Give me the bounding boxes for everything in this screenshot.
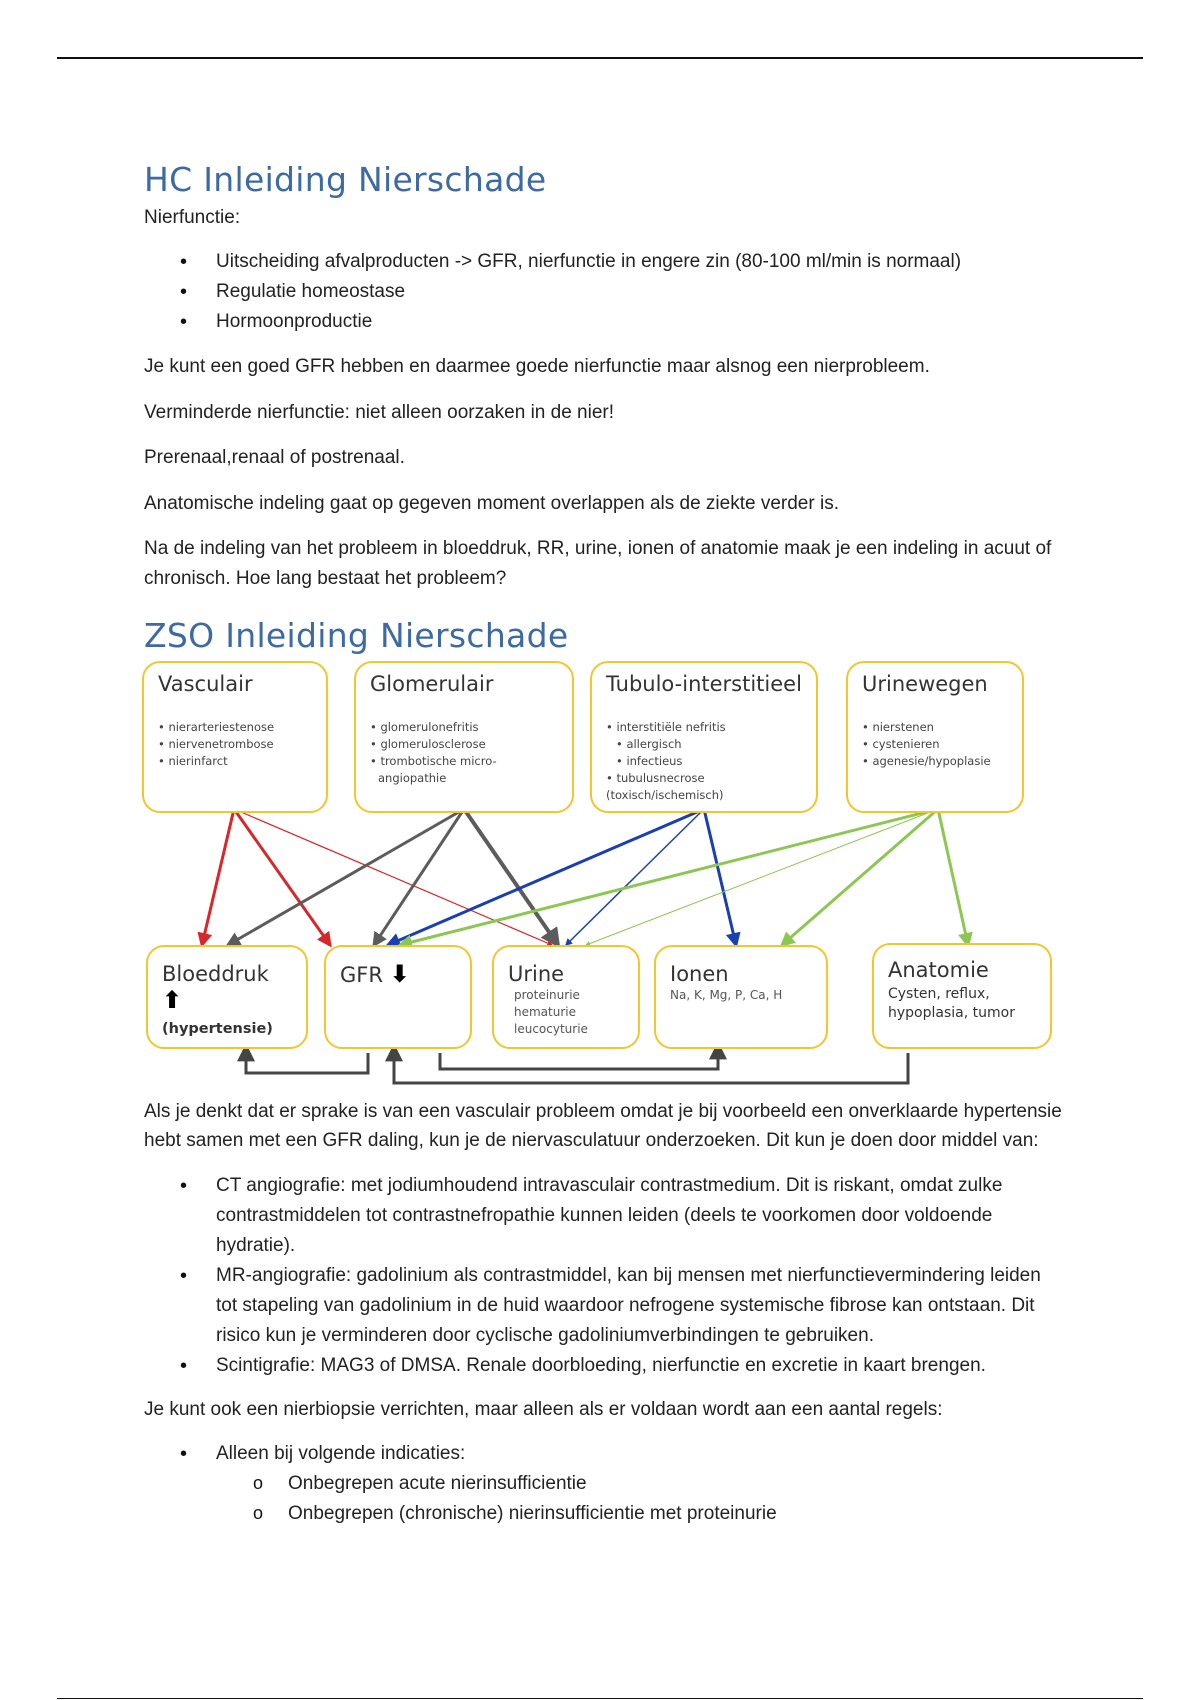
document-body: [144, 160, 1064, 1529]
paragraph: Prerenaal,renaal of postrenaal.: [144, 447, 405, 468]
cause-box-vasculair: [142, 661, 328, 813]
list-item: • niervenetrombose: [158, 737, 274, 751]
cause-title: Tubulo-interstitieel: [606, 672, 802, 696]
list-item: • interstitiële nefritis: [606, 720, 726, 734]
urine-item: proteinurie: [514, 988, 580, 1002]
effect-title-row: [340, 961, 456, 988]
paragraph: Verminderde nierfunctie: niet alleen oorzaken in de nier!: [144, 402, 615, 423]
header-rule: [57, 57, 1143, 59]
arrow-tubulo-ionen: [704, 809, 736, 945]
effect-box-anatomie: [872, 943, 1052, 1049]
effect-box-ionen: [654, 945, 828, 1049]
arrow-glomerulair-bloeddruk: [228, 809, 464, 945]
effect-box-gfr: [324, 945, 472, 1049]
arrow-tubulo-urine: [566, 809, 704, 945]
effect-sub: Cysten, reflux,: [888, 986, 990, 1002]
effect-title: GFR: [340, 963, 383, 987]
causes-effects-diagram: [142, 655, 1062, 1095]
effect-sub: hypoplasia, tumor: [888, 1005, 1015, 1021]
paragraph: Je kunt ook een nierbiopsie verrichten, maar alleen als er voldaan wordt aan een aantal regels:: [144, 1399, 943, 1420]
effect-sub: (hypertensie): [162, 1021, 273, 1037]
list-item: • tubulusnecrose: [606, 771, 705, 785]
nierfunctie-list: [144, 247, 1064, 337]
list-item: (toxisch/ischemisch): [606, 788, 724, 802]
effect-title: Bloeddruk: [162, 962, 269, 986]
arrow-down-icon: ⬇: [389, 960, 410, 988]
list-item: • trombotische micro-: [370, 754, 497, 768]
effect-title: Anatomie: [888, 958, 989, 982]
cause-title: Urinewegen: [862, 672, 988, 696]
list-item: o Onbegrepen acute nierinsufficientie: [144, 1469, 1064, 1499]
urine-item: leucocyturie: [514, 1022, 588, 1036]
intro-text: Nierfunctie:: [144, 207, 241, 228]
feedback-anatomie-gfr: [394, 1047, 908, 1083]
paragraph: Anatomische indeling gaat op gegeven moment overlappen als de ziekte verder is.: [144, 493, 839, 514]
effect-title: Ionen: [670, 962, 729, 986]
section-heading-hc: HC Inleiding Nierschade: [144, 160, 547, 199]
list-item: • allergisch: [616, 737, 682, 751]
arrow-up-icon: ⬆: [162, 986, 183, 1014]
list-item: • infectieus: [616, 754, 683, 768]
paragraph: Je kunt een goed GFR hebben en daarmee goede nierfunctie maar alsnog een nierprobleem.: [144, 356, 930, 377]
list-item: • nierstenen: [862, 720, 934, 734]
cause-box-tubulo-interstitieel: [590, 661, 818, 813]
list-item: • nierinfarct: [158, 754, 228, 768]
arrow-urinewegen-anatomie: [938, 809, 968, 945]
cause-title: Glomerulair: [370, 672, 494, 696]
paragraph: Als je denkt dat er sprake is van een vasculair probleem omdat je bij voorbeeld een onverklaarde hypertensie hebt samen met een GFR daling, kun je de niervasculatuur onderzoeken. Dit kun je doen door middel van:: [144, 1101, 1062, 1151]
list-item: • Alleen bij volgende indicaties:: [144, 1439, 1064, 1469]
effect-title-row: [162, 961, 292, 1014]
cause-list: [158, 719, 312, 770]
arrow-vasculair-bloeddruk: [202, 809, 234, 945]
list-item: angiopathie: [378, 771, 447, 785]
list-item: • MR-angiografie: gadolinium als contrastmiddel, kan bij mensen met nierfunctievermindering leiden tot stapeling van gadolinium in de huid waardoor nefrogene systemische fibrose kan ontstaan. Dit risico kun je verminderen door cyclische gadoliniumverbindingen te gebruiken.: [144, 1261, 1064, 1351]
urine-item: hematurie: [514, 1005, 576, 1019]
list-item: o Onbegrepen (chronische) nierinsufficientie met proteinurie: [144, 1499, 1064, 1529]
list-item: • Scintigrafie: MAG3 of DMSA. Renale doorbloeding, nierfunctie en excretie in kaart brengen.: [144, 1351, 1064, 1381]
cause-list: [862, 719, 1008, 770]
effect-box-bloeddruk: [146, 945, 308, 1049]
list-item: • glomerulosclerose: [370, 737, 486, 751]
biopsie-list: [144, 1439, 1064, 1469]
indicaties-sublist: [144, 1469, 1064, 1529]
effect-box-urine: [492, 945, 640, 1049]
list-item: • Hormoonproductie: [144, 307, 1064, 337]
cause-list: [606, 719, 802, 804]
arrow-urinewegen-gfr: [400, 809, 938, 945]
onderzoek-list: [144, 1171, 1064, 1381]
paragraph: Na de indeling van het probleem in bloeddruk, RR, urine, ionen of anatomie maak je een indeling in acuut of chronisch. Hoe lang bestaat het probleem?: [144, 538, 1052, 589]
effect-title: Urine: [508, 962, 565, 986]
arrow-urinewegen-urine: [586, 809, 938, 945]
list-item: • nierarteriestenose: [158, 720, 275, 734]
footer-rule: [57, 1698, 1143, 1699]
list-item: • Regulatie homeostase: [144, 277, 1064, 307]
list-item: • glomerulonefritis: [370, 720, 479, 734]
cause-box-glomerulair: [354, 661, 574, 813]
cause-box-urinewegen: [846, 661, 1024, 813]
arrow-glomerulair-gfr: [374, 809, 464, 945]
list-item: • cystenieren: [862, 737, 940, 751]
effect-sub: Na, K, Mg, P, Ca, H: [670, 988, 783, 1002]
cause-list: [370, 719, 558, 787]
section-heading-zso: ZSO Inleiding Nierschade: [144, 616, 569, 655]
cause-title: Vasculair: [158, 672, 253, 696]
feedback-gfr-bloeddruk: [246, 1047, 368, 1073]
list-item: • Uitscheiding afvalproducten -> GFR, nierfunctie in engere zin (80-100 ml/min is normaal): [144, 247, 1064, 277]
list-item: • agenesie/hypoplasie: [862, 754, 991, 768]
list-item: • CT angiografie: met jodiumhoudend intravasculair contrastmedium. Dit is riskant, omdat zulke contrastmiddelen tot contrastnefropathie kunnen leiden (deels te voorkomen door voldoende hydratie).: [144, 1171, 1064, 1261]
